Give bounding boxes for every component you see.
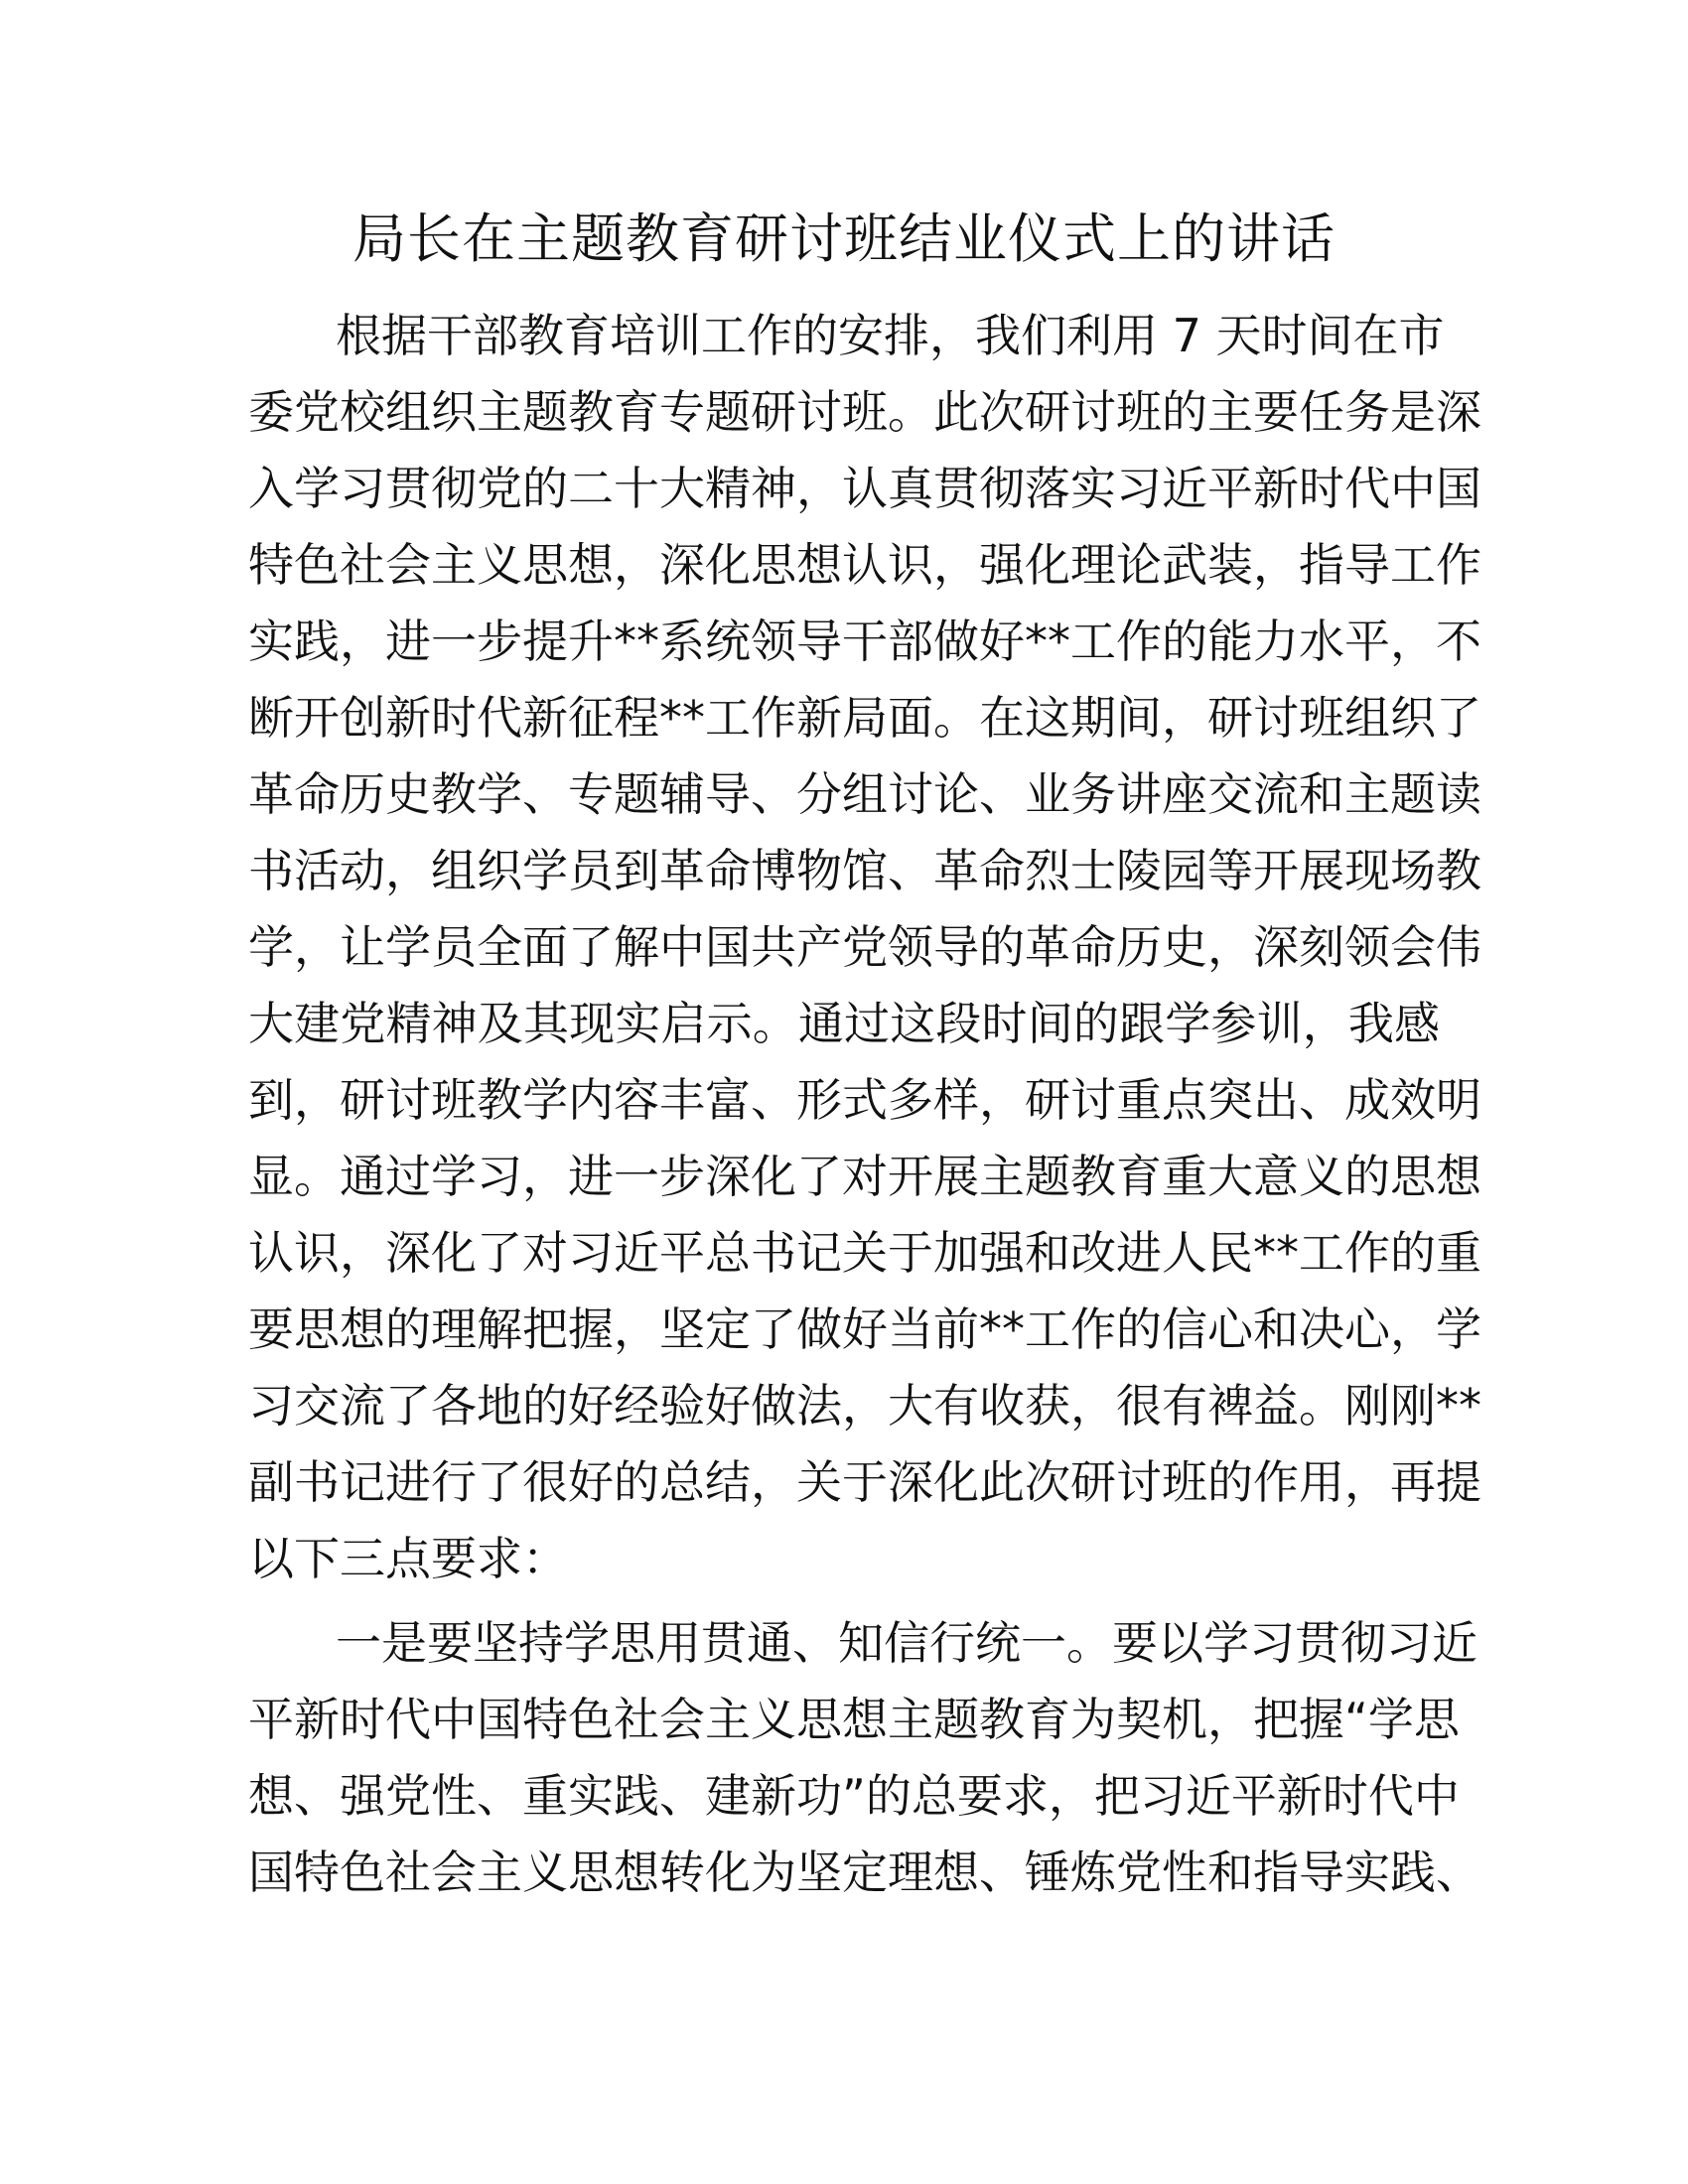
paragraph-line: 到，研讨班教学内容丰富、形式多样，研讨重点突出、成效明 (248, 1073, 1481, 1127)
paragraph-line: 革命历史教学、专题辅导、分组讨论、业务讲座交流和主题读 (248, 767, 1481, 821)
paragraph-2 (248, 1605, 1481, 1911)
paragraph-line: 副书记进行了很好的总结，关于深化此次研讨班的作用，再提 (248, 1455, 1481, 1509)
paragraph-line: 特色社会主义思想，深化思想认识，强化理论武装，指导工作 (248, 538, 1481, 592)
paragraph-line: 平新时代中国特色社会主义思想主题教育为契机，把握“学思 (248, 1693, 1460, 1746)
document-body (248, 298, 1481, 1911)
document-title: 局长在主题教育研讨班结业仪式上的讲话 (352, 207, 1336, 270)
paragraph-line: 书活动，组织学员到革命博物馆、革命烈士陵园等开展现场教 (248, 844, 1481, 897)
paragraph-line: 实践，进一步提升**系统领导干部做好**工作的能力水平，不 (248, 614, 1481, 668)
paragraph-line: 想、强党性、重实践、建新功”的总要求，把习近平新时代中 (248, 1769, 1460, 1823)
paragraph-line: 根据干部教育培训工作的安排，我们利用 7 天时间在市 (336, 309, 1445, 362)
paragraph-line: 以下三点要求： (248, 1532, 568, 1585)
paragraph-line: 入学习贯彻党的二十大精神，认真贯彻落实习近平新时代中国 (248, 462, 1481, 515)
paragraph-line: 国特色社会主义思想转化为坚定理想、锤炼党性和指导实践、 (248, 1845, 1481, 1899)
paragraph-line: 一是要坚持学思用贯通、知信行统一。要以学习贯彻习近 (336, 1616, 1477, 1670)
paragraph-spacer (248, 1597, 1440, 1605)
paragraph-line: 委党校组织主题教育专题研讨班。此次研讨班的主要任务是深 (248, 385, 1481, 439)
paragraph-line: 要思想的理解把握，坚定了做好当前**工作的信心和决心，学 (248, 1302, 1481, 1356)
paragraph-line: 习交流了各地的好经验好做法，大有收获，很有裨益。刚刚** (248, 1379, 1481, 1433)
paragraph-line: 学，让学员全面了解中国共产党领导的革命历史，深刻领会伟 (248, 920, 1481, 974)
paragraph-line: 认识，深化了对习近平总书记关于加强和改进人民**工作的重 (248, 1226, 1481, 1280)
paragraph-line: 显。通过学习，进一步深化了对开展主题教育重大意义的思想 (248, 1150, 1481, 1203)
paragraph-1 (248, 298, 1481, 1597)
paragraph-line: 断开创新时代新征程**工作新局面。在这期间，研讨班组织了 (248, 691, 1481, 745)
paragraph-line: 大建党精神及其现实启示。通过这段时间的跟学参训，我感 (248, 997, 1440, 1050)
